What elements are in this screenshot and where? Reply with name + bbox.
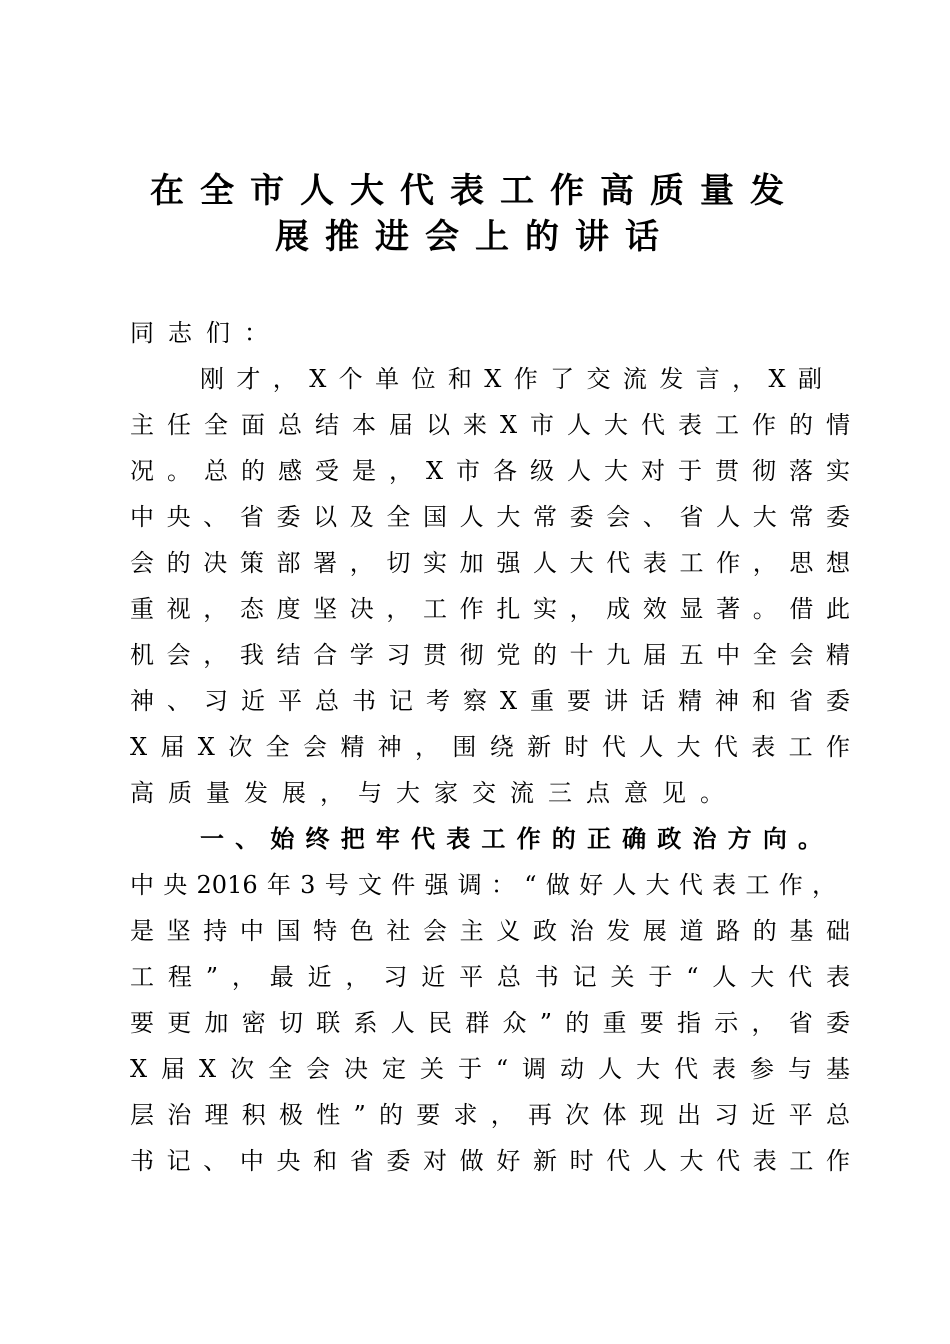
paragraph-line: 要更加密切联系人民群众”的重要指示，省委 (130, 1009, 850, 1037)
salutation: 同志们： (130, 319, 282, 347)
paragraph-line: X届X次全会决定关于“调动人大代表参与基 (130, 1055, 850, 1083)
paragraph-line: 层治理积极性”的要求，再次体现出习近平总 (130, 1101, 850, 1129)
paragraph-line: 主任全面总结本届以来X市人大代表工作的情 (130, 411, 850, 439)
paragraph-line: 重视，态度坚决，工作扎实，成效显著。借此 (130, 595, 850, 623)
paragraph-line: 高质量发展，与大家交流三点意见。 (130, 779, 738, 807)
paragraph-line: 会的决策部署，切实加强人大代表工作，思想 (130, 549, 850, 577)
paragraph-line: 刚才，X个单位和X作了交流发言，X副 (200, 365, 822, 393)
paragraph-line: 中央、省委以及全国人大常委会、省人大常委 (130, 503, 850, 531)
paragraph-line: 工程”，最近，习近平总书记关于“人大代表 (130, 963, 850, 991)
document-title-line-1: 在全市人大代表工作高质量发 (150, 171, 800, 211)
paragraph-line: 书记、中央和省委对做好新时代人大代表工作 (130, 1147, 850, 1175)
section-heading: 一、始终把牢代表工作的正确政治方向。 (200, 825, 822, 853)
paragraph-line: 是坚持中国特色社会主义政治发展道路的基础 (130, 917, 850, 945)
paragraph-line: 神、习近平总书记考察X重要讲话精神和省委 (130, 687, 850, 715)
paragraph-line: 机会，我结合学习贯彻党的十九届五中全会精 (130, 641, 850, 669)
paragraph-line: 况。总的感受是，X市各级人大对于贯彻落实 (130, 457, 850, 485)
paragraph-line: X届X次全会精神，围绕新时代人大代表工作 (130, 733, 850, 761)
paragraph-line: 中央2016年3号文件强调：“做好人大代表工作， (130, 871, 836, 899)
document-title-line-2: 展推进会上的讲话 (275, 217, 675, 257)
